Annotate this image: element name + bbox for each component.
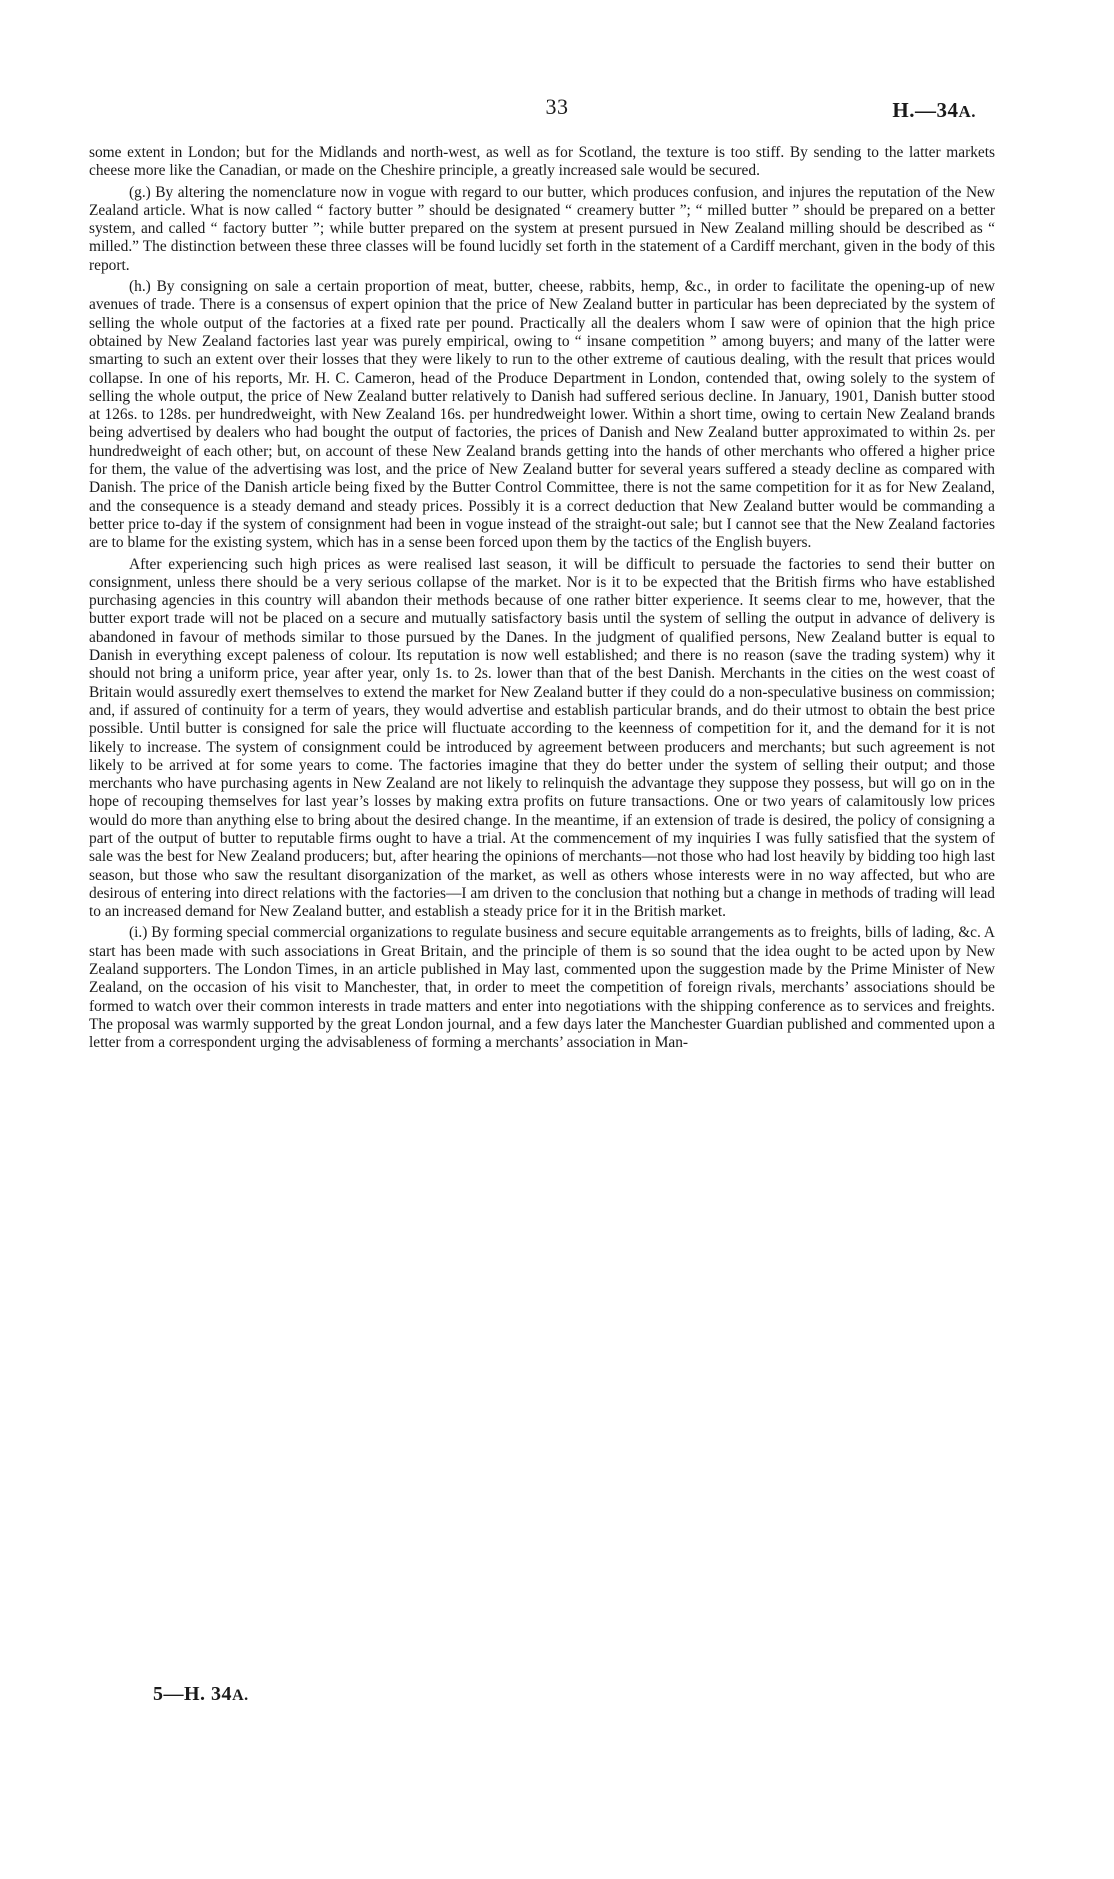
paragraph-continuation: some extent in London; but for the Midlands and north-west, as well as for Scotland, the texture is too stiff. By sending to the latter markets cheese more like the Canadian, or made on the Cheshire principle, a greatly increased sale would be secured. <box>89 144 995 180</box>
page-number: 33 <box>545 94 569 119</box>
paragraph-h-consigning: (h.) By consigning on sale a certain proportion of meat, butter, cheese, rabbits, hemp, &c., in order to facilitate the opening-up of new avenues of trade. There is a consensus of expert opinion that the price of New Zealand butter in particular has been depreciated by the system of selling the whole output of the factories at a fixed rate per pound. Practically all the dealers whom I saw were of opinion that the high price obtained by New Zealand factories last year was purely empirical, owing to “ insane competition ” among buyers; and many of the latter were smarting to such an extent over their losses that they were likely to run to the other extreme of cautious dealing, with the result that prices would collapse. In one of his reports, Mr. H. C. Cameron, head of the Produce Department in London, contended that, owing solely to the system of selling the whole output, the price of New Zealand butter relatively to Danish had suffered serious decline. In January, 1901, Danish butter stood at 126s. to 128s. per hundredweight, with New Zealand 16s. per hundredweight lower. Within a short time, owing to certain New Zealand brands being advertised by dealers who had bought the output of factories, the prices of Danish and New Zealand butter approximated to within 2s. per hundredweight of each other; but, on account of these New Zealand brands getting into the hands of other merchants who offered a higher price for them, the value of the advertising was lost, and the price of New Zealand butter for several years suffered a steady decline as compared with Danish. The price of the Danish article being fixed by the Butter Control Committee, there is not the same competition for it as for New Zealand, and the consequence is a steady demand and steady prices. Possibly it is a correct deduction that New Zealand butter would be commanding a better price to-day if the system of consignment had been in vogue instead of the straight-out sale; but I cannot see that the New Zealand factories are to blame for the existing system, which has in a sense been forced upon them by the tactics of the English buyers. <box>89 278 995 552</box>
document-reference-main: H.—34 <box>892 98 959 122</box>
signature-mark <box>153 1683 249 1706</box>
signature-mark-main: 5—H. 34 <box>153 1683 233 1705</box>
document-reference-suffix: A. <box>958 102 976 121</box>
body-text <box>89 144 995 1056</box>
paragraph-i-organizations: (i.) By forming special commercial organizations to regulate business and secure equitable arrangements as to freights, bills of lading, &c. A start has been made with such associations in Great Britain, and the principle of them is so sound that the idea ought to be acted upon by New Zealand supporters. The London Times, in an article published in May last, commented upon the suggestion made by the Prime Minister of New Zealand, on the occasion of his visit to Manchester, that, in order to meet the competition of foreign rivals, merchants’ associations should be formed to watch over their common interests in trade matters and enter into negotiations with the shipping conference as to services and freights. The proposal was warmly supported by the great London journal, and a few days later the Manchester Guardian published and commented upon a letter from a correspondent urging the advisableness of forming a merchants’ association in Man- <box>89 924 995 1052</box>
signature-mark-suffix: A. <box>232 1687 249 1704</box>
paragraph-g-nomenclature: (g.) By altering the nomenclature now in vogue with regard to our butter, which produces confusion, and injures the reputation of the New Zealand article. What is now called “ factory butter ” should be designated “ creamery butter ”; “ milled butter ” should be prepared on a better system, and called “ factory butter ”; while butter prepared on the system at present pursued in New Zealand milling should be described as “ milled.” The distinction between these three classes will be found lucidly set forth in the statement of a Cardiff merchant, given in the body of this report. <box>89 183 995 274</box>
document-reference <box>892 98 976 123</box>
paragraph-high-prices: After experiencing such high prices as were realised last season, it will be difficult to persuade the factories to send their butter on consignment, unless there should be a very serious collapse of the market. Nor is it to be expected that the British firms who have established purchasing agencies in this country will abandon their methods because of one rather bitter experience. It seems clear to me, however, that the butter export trade will not be placed on a secure and mutually satisfactory basis until the system of selling the output in advance of delivery is abandoned in favour of methods similar to those pursued by the Danes. In the judgment of qualified persons, New Zealand butter is equal to Danish in everything except paleness of colour. Its reputation is now well established; and there is no reason (save the trading system) why it should not bring a uniform price, year after year, only 1s. to 2s. lower than that of the best Danish. Merchants in the cities on the west coast of Britain would assuredly exert themselves to extend the market for New Zealand butter if they could do a non-speculative business on commission; and, if assured of continuity for a term of years, they would advertise and establish particular brands, and do their utmost to obtain the best price possible. Until butter is consigned for sale the price will fluctuate according to the keenness of competition for it, and the demand for it is not likely to increase. The system of consignment could be introduced by agreement between producers and merchants; but such agreement is not likely to be arrived at for some years to come. The factories imagine that they do better under the system of selling their output; and those merchants who have purchasing agents in New Zealand are not likely to relinquish the advantage they suppose they possess, but will go on in the hope of recouping themselves for last year’s losses by making extra profits on future transactions. One or two years of calamitously low prices would do more than anything else to bring about the desired change. In the meantime, if an extension of trade is desired, the policy of consigning a part of the output of butter to reputable firms ought to have a trial. At the commencement of my inquiries I was fully satisfied that the system of sale was the best for New Zealand producers; but, after hearing the opinions of merchants—not those who had lost heavily by bidding too high last season, but those who saw the resultant disorganization of the market, as well as others whose interests were in no way affected, but who are desirous of entering into direct relations with the factories—I am driven to the conclusion that nothing but a change in methods of trading will lead to an increased demand for New Zealand butter, and establish a steady price for it in the British market. <box>89 555 995 921</box>
